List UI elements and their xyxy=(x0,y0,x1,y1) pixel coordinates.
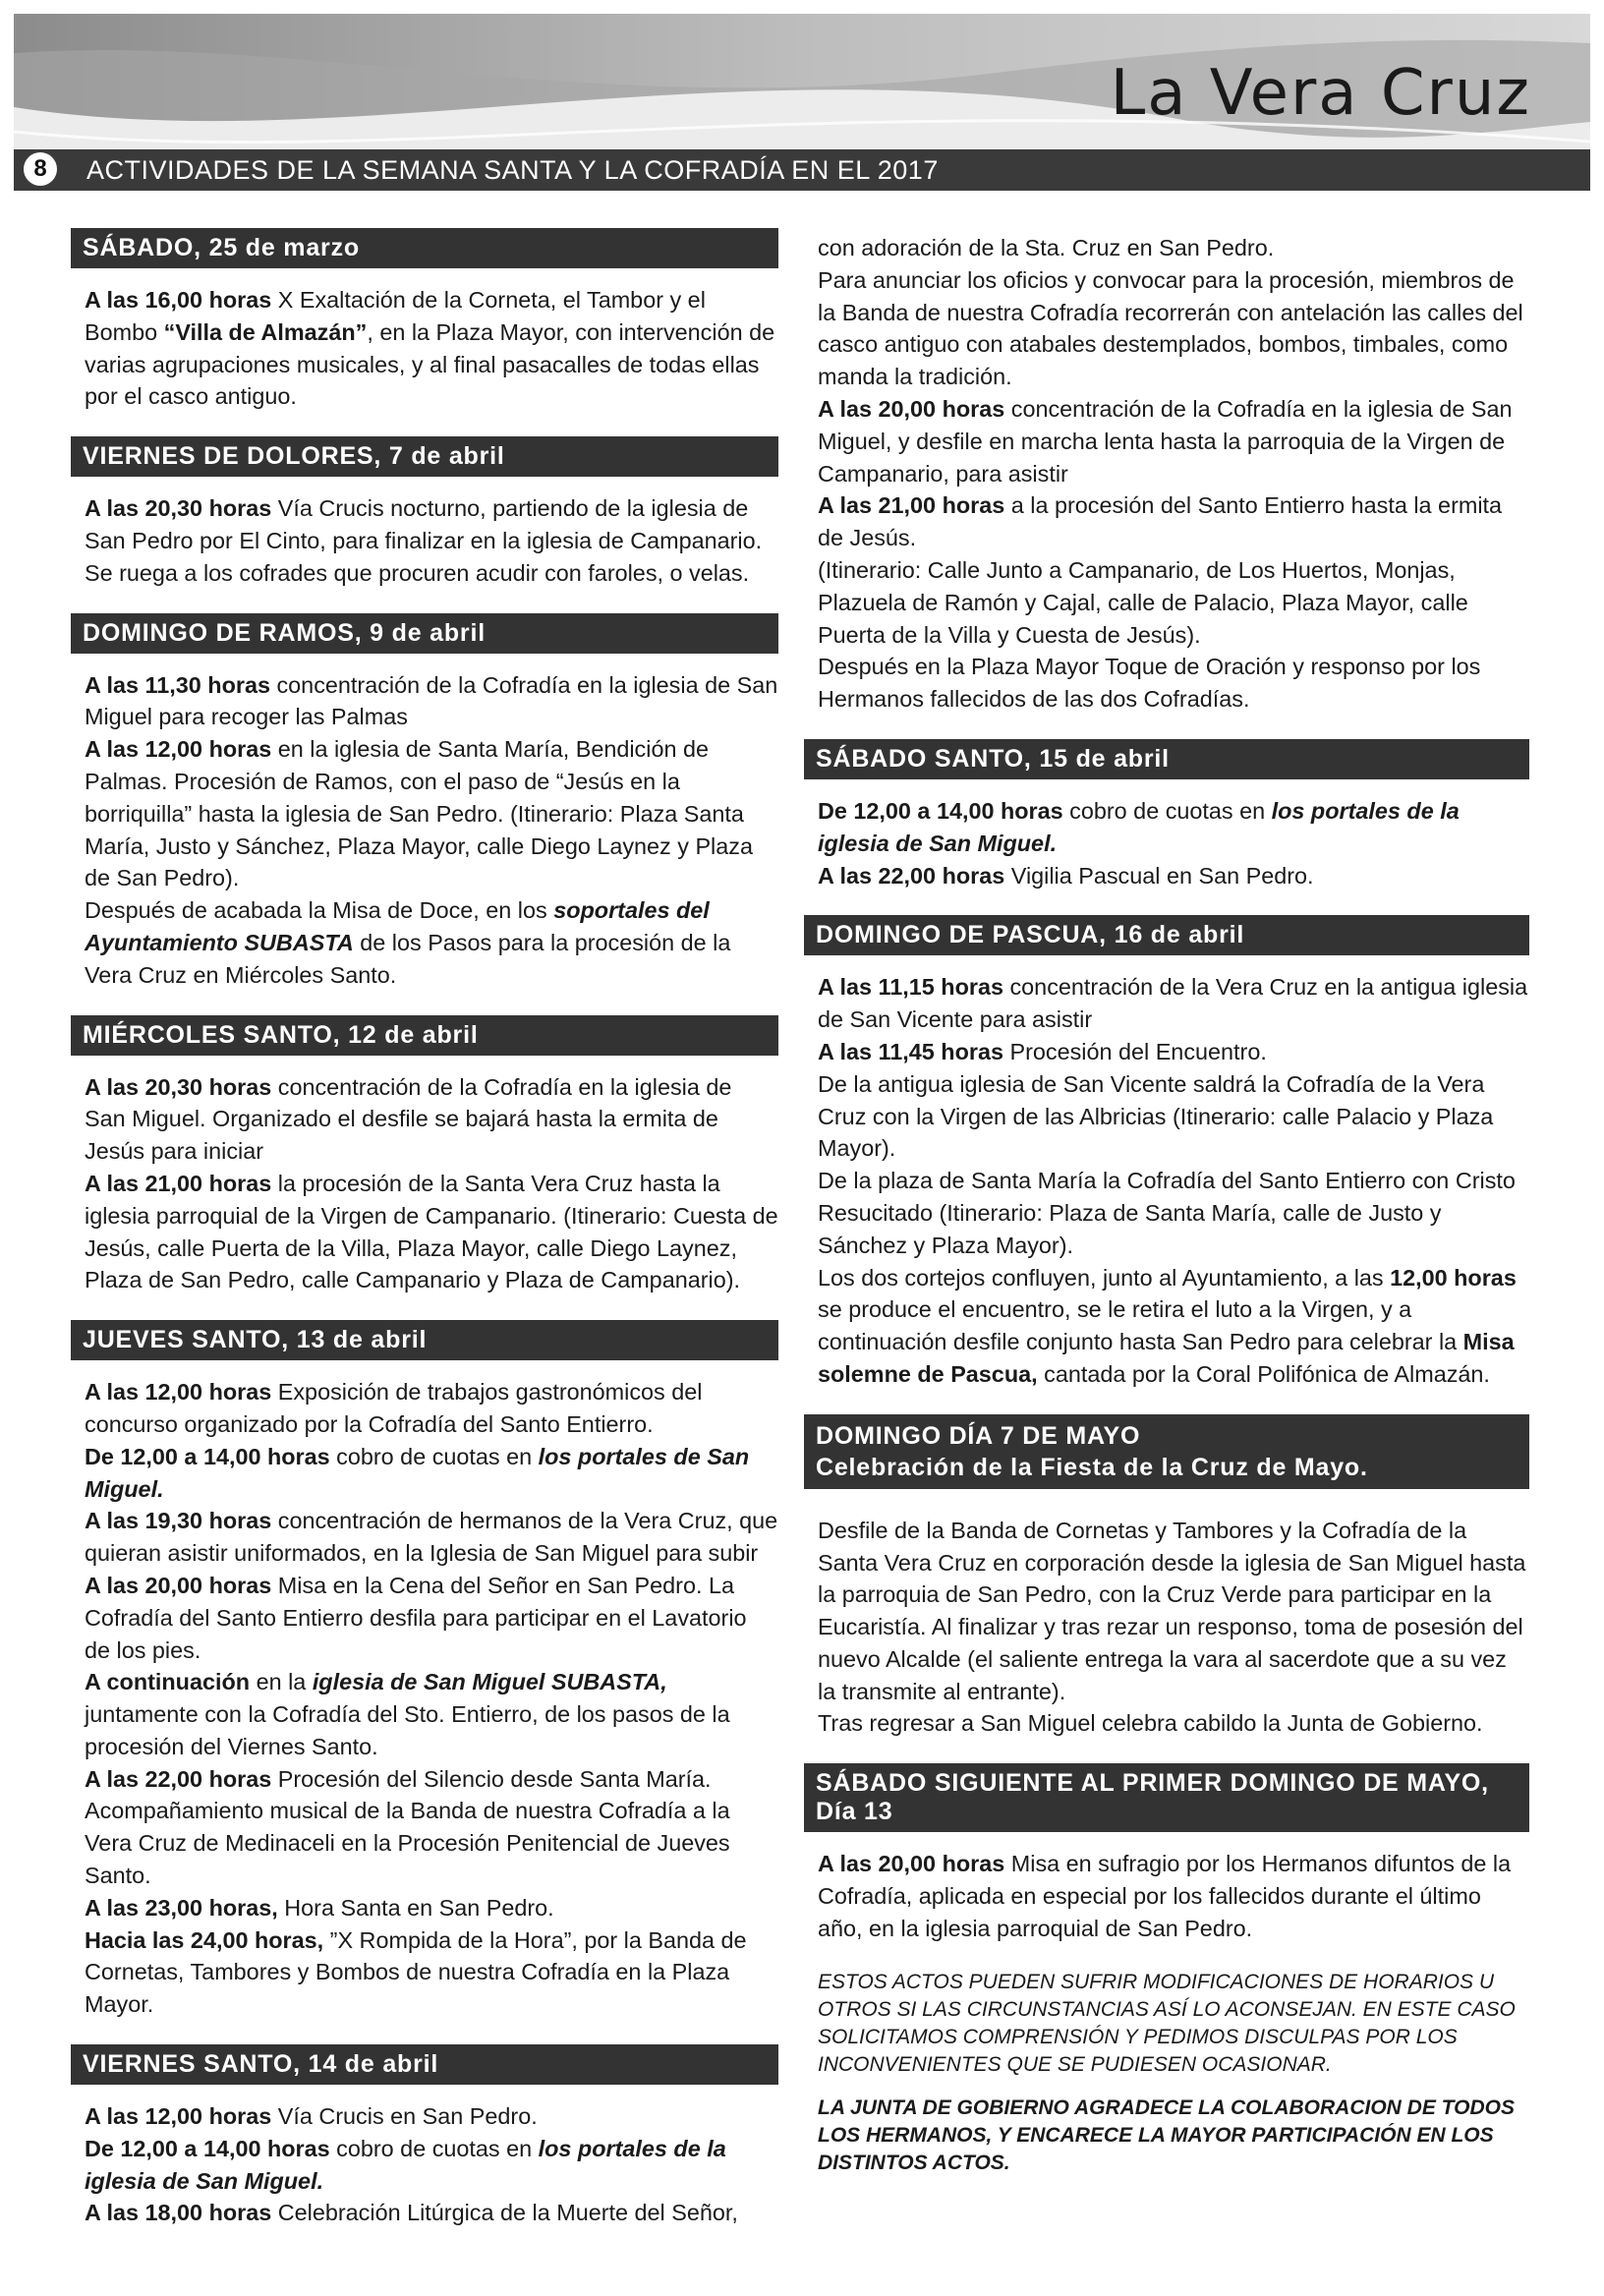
section-heading: DOMINGO DE PASCUA, 16 de abril xyxy=(804,915,1529,955)
section-heading: VIERNES SANTO, 14 de abril xyxy=(71,2044,778,2085)
page-title: ACTIVIDADES DE LA SEMANA SANTA Y LA COFRADÍA EN EL 2017 xyxy=(86,155,939,185)
section-body: Desfile de la Banda de Cornetas y Tambores y la Cofradía de la Santa Vera Cruz en corporación desde la iglesia de San Miguel hasta la parroquia de San Pedro, con la Cruz Verde para participar en la Eucaristía. Al finalizar y tras rezar un responso, toma de posesión del nuevo Alcalde (el saliente entrega la vara al sacerdote que a su vez la transmite al entrante). Tras regresar a San Miguel celebra cabildo la Junta de Gobierno. xyxy=(818,1517,1526,1737)
section-heading: DOMINGO DÍA 7 DE MAYO Celebración de la Fiesta de la Cruz de Mayo. xyxy=(804,1414,1529,1489)
section-heading: MIÉRCOLES SANTO, 12 de abril xyxy=(71,1015,778,1056)
section-heading: DOMINGO DE RAMOS, 9 de abril xyxy=(71,613,778,654)
section-heading: SÁBADO SANTO, 15 de abril xyxy=(804,739,1529,779)
section-heading: SÁBADO, 25 de marzo xyxy=(71,228,778,268)
section-body: A las 20,00 horas Misa en sufragio por los Hermanos difuntos de la Cofradía, aplicada en especial por los fallecidos durante el último año, en la iglesia parroquial de San Pedro. xyxy=(818,1851,1512,1941)
notice-thanks: LA JUNTA DE GOBIERNO AGRADECE LA COLABORACION DE TODOS LOS HERMANOS, Y ENCARECE LA MAYOR PARTICIPACIÓN EN LOS DISTINTOS ACTOS. xyxy=(818,2095,1515,2174)
section-body: A las 20,30 horas Vía Crucis nocturno, partiendo de la iglesia de San Pedro por El Cinto, para finalizar en la iglesia de Campanario. Se ruega a los cofrades que procuren acudir con faroles, o velas. xyxy=(85,495,763,586)
section-body: A las 11,15 horas concentración de la Vera Cruz en la antigua iglesia de San Vicente para asistir A las 11,45 horas Procesión del Encuentro. De la antigua iglesia de San Vicente saldrá la Cofradía de la Vera Cruz con la Virgen de las Albricias (Itinerario: calle Palacio y Plaza Mayor). De la plaza de Santa María la Cofradía del Santo Entierro con Cristo Resucitado (Itinerario: Plaza de Santa María, calle de Justo y Sánchez y Plaza Mayor). Los dos cortejos confluyen, junto al Ayuntamiento, a las 12,00 horas se produce el encuentro, se le retira el luto a la Virgen, y a continuación desfile conjunto hasta San Pedro para celebrar la Misa solemne de Pascua, cantada por la Coral Polifónica de Almazán. xyxy=(818,974,1528,1387)
section-banner xyxy=(14,149,1590,191)
right-column xyxy=(804,232,1529,2193)
section-body: A las 20,30 horas concentración de la Cofradía en la iglesia de San Miguel. Organizado el desfile se bajará hasta la ermita de Jesús para iniciar A las 21,00 horas la procesión de la Santa Vera Cruz hasta la iglesia parroquial de la Virgen de Campanario. (Itinerario: Cuesta de Jesús, calle Puerta de la Villa, Plaza Mayor, calle Diego Laynez, Plaza de San Pedro, calle Campanario y Plaza de Campanario). xyxy=(85,1073,778,1293)
section-heading: JUEVES SANTO, 13 de abril xyxy=(71,1320,778,1360)
notice xyxy=(804,1969,1529,2177)
section-heading: VIERNES DE DOLORES, 7 de abril xyxy=(71,436,778,477)
page-number: 8 xyxy=(24,152,57,186)
left-column xyxy=(71,228,778,2253)
section-body: A las 16,00 horas X Exaltación de la Corneta, el Tambor y el Bombo “Villa de Almazán”, en la Plaza Mayor, con intervención de varias agrupaciones musicales, y al final pasacalles de todas ellas por el casco antiguo. xyxy=(85,287,775,410)
section-body: A las 12,00 horas Exposición de trabajos gastronómicos del concurso organizado por la Cofradía del Santo Entierro. De 12,00 a 14,00 horas cobro de cuotas en los portales de San Miguel. A las 19,30 horas concentración de hermanos de la Vera Cruz, que quieran asistir uniformados, en la Iglesia de San Miguel para subir A las 20,00 horas Misa en la Cena del Señor en San Pedro. La Cofradía del Santo Entierro desfila para participar en el Lavatorio de los pies. A continuación en la iglesia de San Miguel SUBASTA, juntamente con la Cofradía del Sto. Entierro, de los pasos de la procesión del Viernes Santo. A las 22,00 horas Procesión del Silencio desde Santa María. Acompañamiento musical de la Banda de nuestra Cofradía a la Vera Cruz de Medinaceli en la Procesión Penitencial de Jueves Santo. A las 23,00 horas, Hora Santa en San Pedro. Hacia las 24,00 horas, ”X Rompida de la Hora”, por la Banda de Cornetas, Tambores y Bombos de nuestra Cofradía en la Plaza Mayor. xyxy=(85,1379,778,2018)
brand-title: La Vera Cruz xyxy=(1110,57,1531,130)
section-body: con adoración de la Sta. Cruz en San Pedro. Para anunciar los oficios y convocar para la procesión, miembros de la Banda de nuestra Cofradía recorrerán con antelación las calles del casco antiguo con atabales destemplados, bombos, timbales, como manda la tradición. A las 20,00 horas concentración de la Cofradía en la iglesia de San Miguel, y desfile en marcha lenta hasta la parroquia de la Virgen de Campanario, para asistir A las 21,00 horas a la procesión del Santo Entierro hasta la ermita de Jesús. (Itinerario: Calle Junto a Campanario, de Los Huertos, Monjas, Plazuela de Ramón y Cajal, calle de Palacio, Plaza Mayor, calle Puerta de la Villa y Cuesta de Jesús). Después en la Plaza Mayor Toque de Oración y responso por los Hermanos fallecidos de las dos Cofradías. xyxy=(818,235,1523,713)
section-body: A las 12,00 horas Vía Crucis en San Pedro. De 12,00 a 14,00 horas cobro de cuotas en los portales de la iglesia de San Miguel. A las 18,00 horas Celebración Litúrgica de la Muerte del Señor, xyxy=(85,2103,738,2226)
section-body: A las 11,30 horas concentración de la Cofradía en la iglesia de San Miguel para recoger las Palmas A las 12,00 horas en la iglesia de Santa María, Bendición de Palmas. Procesión de Ramos, con el paso de “Jesús en la borriquilla” hasta la iglesia de San Pedro. (Itinerario: Plaza Santa María, Justo y Sánchez, Plaza Mayor, calle Diego Laynez y Plaza de San Pedro). Después de acabada la Misa de Doce, en los soportales del Ayuntamiento SUBASTA de los Pasos para la procesión de la Vera Cruz en Miércoles Santo. xyxy=(85,671,778,988)
section-heading: SÁBADO SIGUIENTE AL PRIMER DOMINGO DE MAYO, Día 13 xyxy=(804,1763,1529,1832)
notice-modifications: ESTOS ACTOS PUEDEN SUFRIR MODIFICACIONES DE HORARIOS U OTROS SI LAS CIRCUNSTANCIAS ASÍ LO ACONSEJAN. EN ESTE CASO SOLICITAMOS COMPRENSIÓN Y PEDIMOS DISCULPAS POR LOS INCONVENIENTES QUE SE PUDIESEN OCASIONAR. xyxy=(818,1970,1516,2076)
section-body: De 12,00 a 14,00 horas cobro de cuotas en los portales de la iglesia de San Miguel. A las 22,00 horas Vigilia Pascual en San Pedro. xyxy=(818,797,1460,889)
